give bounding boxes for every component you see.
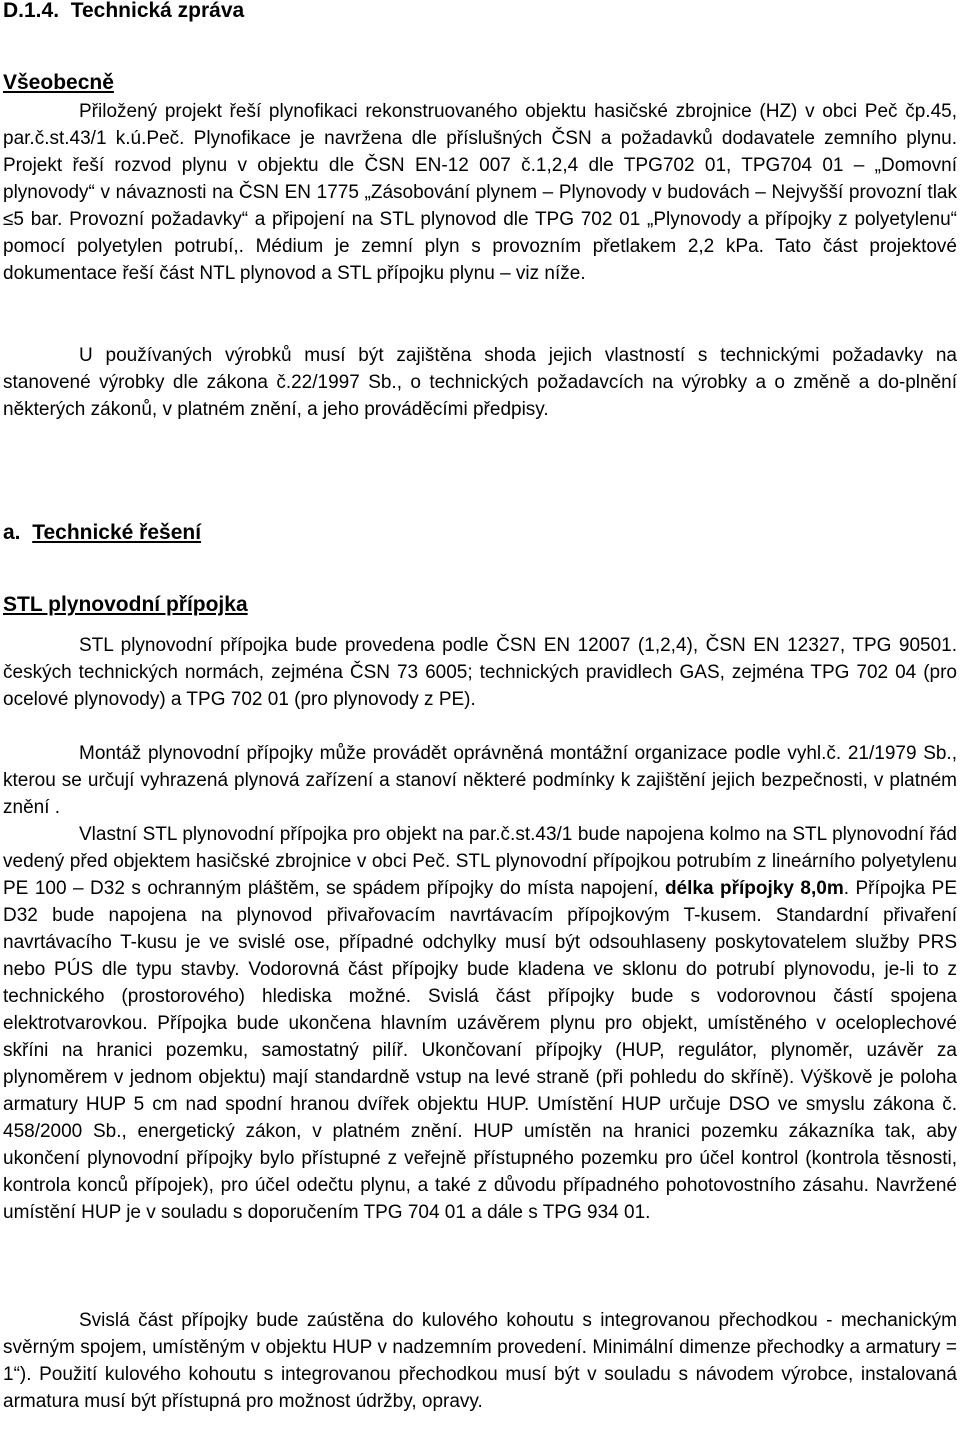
paragraph-intro: Přiložený projekt řeší plynofikaci rekonstruovaného objektu hasičské zbrojnice (HZ) v obci Peč čp.45, par.č.st.43/1 k.ú.Peč. Plynofikace je navržena dle příslušných ČSN a požadavků dodavatele zemního plynu. Projekt řeší rozvod plynu v objektu dle ČSN EN-12 007 č.1,2,4 dle TPG702 01, TPG704 01 – „Domovní plynovody“ v návaznosti na ČSN EN 1775 „Zásobování plynem – Plynovody v budovách – Nejvyšší provozní tlak ≤5 bar. Provozní požadavky“ a připojení na STL plynovod dle TPG 702 01 „Plynovody a přípojky z polyetylenu“ pomocí polyetylen potrubí,. Médium je zemní plyn s provozním přetlakem 2,2 kPa. Tato část projektové dokumentace řeší část NTL plynovod a STL přípojku plynu – viz níže. xyxy=(3,101,957,284)
document-title: D.1.4. Technická zpráva xyxy=(3,0,245,22)
paragraph-connection: Vlastní STL plynovodní přípojka pro objekt na par.č.st.43/1 bude napojena kolmo na STL plynovodní řád vedený před objektem hasičské zbrojnice v obci Peč. STL plynovodní přípojkou potrubím z lineárního polyetylenu PE 100 – D32 s ochranným pláštěm, se spádem přípojky do místa napojení, délka přípojky 8,0m. Přípojka PE D32 bude napojena na plynovod přivařovacím navrtávacím přípojkovým T-kusem. Standardní přivaření navrtávacího T-kusu je ve svislé ose, případné odchylky musí být odsouhlaseny poskytovatelem služby PRS nebo PÚS dle typu stavby. Vodorovná část přípojky bude kladena ve sklonu do potrubí plynovodu, je-li to z technického (prostorového) hlediska možné. Svislá část přípojky bude s vodorovnou částí spojena elektrotvarovkou. Přípojka bude ukončena hlavním uzávěrem plynu pro objekt, umístěného v oceloplechové skříni na hranici pozemku, samostatný pilíř. Ukončovaní přípojky (HUP, regulátor, plynoměr, uzávěr za plynoměrem v jednom objektu) mají standardně vstup na levé straně (při pohledu do skříně). Výškově je poloha armatury HUP 5 cm nad spodní hranou dvířek objektu HUP. Umístění HUP určuje DSO ve smyslu zákona č. 458/2000 Sb., energetický zákon, v platném znění. HUP umístěn na hranici pozemku zákazníka tak, aby ukončení plynovodní přípojky bylo přístupné z veřejně přístupného pozemku pro účel kontrol (kontrola těsnosti, kontrola konců přípojek), pro účel odečtu plynu, a také z důvodu případného pohotovostního zásahu. Navržené umístění HUP je v souladu s doporučením TPG 704 01 a dále s TPG 934 01. xyxy=(3,824,958,1223)
section-heading-technical: a. Technické řešení xyxy=(3,521,202,544)
paragraph-stl-standards: STL plynovodní přípojka bude provedena podle ČSN EN 12007 (1,2,4), ČSN EN 12327, TPG 90501. českých technických normách, zejména ČSN 73 6005; technických pravidlech GAS, zejména TPG 702 04 (pro ocelové plynovody) a TPG 702 01 (pro plynovody z PE). xyxy=(3,635,957,710)
paragraph-products: U používaných výrobků musí být zajištěna shoda jejich vlastností s technickými požadavky na stanovené výrobky dle zákona č.22/1997 Sb., o technických požadavcích na výrobky a o změně a do-plnění některých zákonů, v platném znění, a jeho prováděcími předpisy. xyxy=(3,345,957,420)
section-heading-general: Všeobecně xyxy=(3,71,114,94)
paragraph-installation: Montáž plynovodní přípojky může provádět oprávněná montážní organizace podle vyhl.č. 21/1979 Sb., kterou se určují vyhrazená plynová zařízení a stanoví některé podmínky k zajištění jejich bezpečnosti, v platném znění . xyxy=(3,743,957,818)
connection-length: délka přípojky 8,0m xyxy=(664,878,844,899)
paragraph-vertical: Svislá část přípojky bude zaústěna do kulového kohoutu s integrovanou přechodkou - mechanickým svěrným spojem, umístěným v objektu HUP v nadzemním provedení. Minimální dimenze přechodky a armatury = 1“). Použití kulového kohoutu s integrovanou přechodkou musí být v souladu s návodem výrobce, instalovaná armatura musí být přístupná pro možnost údržby, opravy. xyxy=(3,1310,957,1412)
section-heading-stl: STL plynovodní přípojka xyxy=(3,593,248,616)
